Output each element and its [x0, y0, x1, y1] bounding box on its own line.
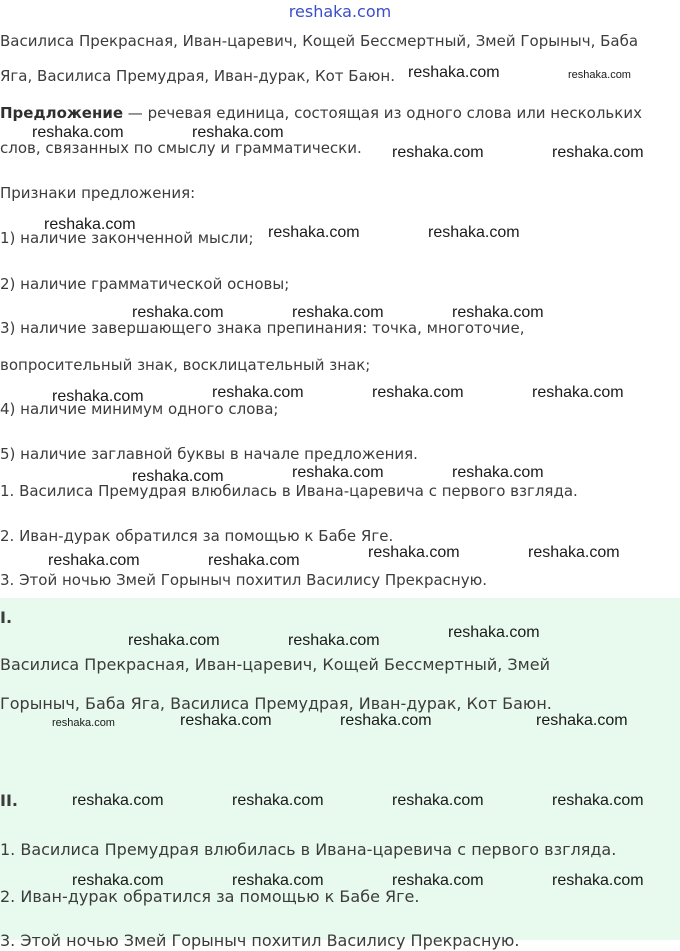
watermark: reshaka.com	[340, 712, 432, 729]
watermark: reshaka.com	[552, 144, 644, 161]
watermark: reshaka.com	[392, 144, 484, 161]
watermark: reshaka.com	[292, 304, 384, 321]
watermark: reshaka.com	[408, 64, 500, 81]
watermark: reshaka.com	[32, 124, 124, 141]
sign-item: вопросительный знак, восклицательный знак;	[0, 356, 371, 374]
watermark: reshaka.com	[208, 552, 300, 569]
watermark: reshaka.com	[392, 792, 484, 809]
answer-part-1-line-1: Василиса Прекрасная, Иван-царевич, Кощей Бессмертный, Змей	[0, 655, 550, 674]
watermark: reshaka.com	[392, 872, 484, 889]
watermark: reshaka.com	[48, 552, 140, 569]
sign-item: 3) наличие завершающего знака препинания: точка, многоточие,	[0, 319, 525, 337]
watermark: reshaka.com	[568, 69, 631, 81]
watermark: reshaka.com	[536, 712, 628, 729]
watermark: reshaka.com	[44, 216, 136, 233]
watermark: reshaka.com	[268, 224, 360, 241]
sentence: 2. Иван-дурак обратился за помощью к Бабе Яге.	[0, 527, 394, 545]
answer-part-1-line-2: Горыныч, Баба Яга, Василиса Премудрая, Иван-дурак, Кот Баюн.	[0, 694, 552, 713]
watermark: reshaka.com	[132, 468, 224, 485]
watermark: reshaka.com	[180, 712, 272, 729]
watermark: reshaka.com	[552, 872, 644, 889]
sign-item: 5) наличие заглавной буквы в начале предложения.	[0, 445, 418, 463]
watermark: reshaka.com	[452, 464, 544, 481]
watermark: reshaka.com	[52, 717, 115, 729]
definition-text: — речевая единица, состоящая из одного слова или нескольких	[123, 104, 642, 122]
sentence: 3. Этой ночью Змей Горыныч похитил Василису Прекрасную.	[0, 571, 488, 589]
sentence: 1. Василиса Премудрая влюбилась в Ивана-царевича с первого взгляда.	[0, 482, 578, 500]
watermark: reshaka.com	[528, 544, 620, 561]
sign-item: 4) наличие минимум одного слова;	[0, 400, 279, 418]
watermark: reshaka.com	[128, 632, 220, 649]
sign-item: 1) наличие законченной мысли;	[0, 229, 254, 247]
watermark: reshaka.com	[72, 872, 164, 889]
answer-part-2-item: 2. Иван-дурак обратился за помощью к Бабе Яге.	[0, 887, 420, 906]
watermark: reshaka.com	[532, 384, 624, 401]
watermark: reshaka.com	[52, 388, 144, 405]
intro-line-2: Яга, Василиса Премудрая, Иван-дурак, Кот Баюн.	[0, 67, 395, 85]
watermark: reshaka.com	[428, 224, 520, 241]
watermark: reshaka.com	[448, 624, 540, 641]
signs-title: Признаки предложения:	[0, 184, 196, 202]
watermark: reshaka.com	[288, 632, 380, 649]
definition-line-2: слов, связанных по смыслу и грамматически.	[0, 139, 362, 157]
sign-item: 2) наличие грамматической основы;	[0, 275, 290, 293]
watermark: reshaka.com	[292, 464, 384, 481]
watermark: reshaka.com	[212, 384, 304, 401]
watermark: reshaka.com	[132, 304, 224, 321]
answer-part-2-item: 1. Василиса Премудрая влюбилась в Ивана-царевича с первого взгляда.	[0, 840, 617, 859]
watermark: reshaka.com	[192, 124, 284, 141]
watermark: reshaka.com	[72, 792, 164, 809]
watermark: reshaka.com	[552, 792, 644, 809]
watermark: reshaka.com	[232, 792, 324, 809]
answer-part-1-label: I.	[0, 608, 13, 627]
answer-part-2-item: 3. Этой ночью Змей Горыныч похитил Василису Прекрасную.	[0, 931, 520, 950]
definition-line-1	[0, 104, 642, 122]
intro-line-1: Василиса Прекрасная, Иван-царевич, Кощей Бессмертный, Змей Горыныч, Баба	[0, 32, 639, 50]
watermark: reshaka.com	[372, 384, 464, 401]
answer-part-2-label: II.	[0, 791, 18, 810]
definition-term: Предложение	[0, 104, 124, 122]
watermark: reshaka.com	[368, 544, 460, 561]
watermark: reshaka.com	[232, 872, 324, 889]
site-header-link[interactable]: reshaka.com	[288, 2, 392, 21]
watermark: reshaka.com	[452, 304, 544, 321]
